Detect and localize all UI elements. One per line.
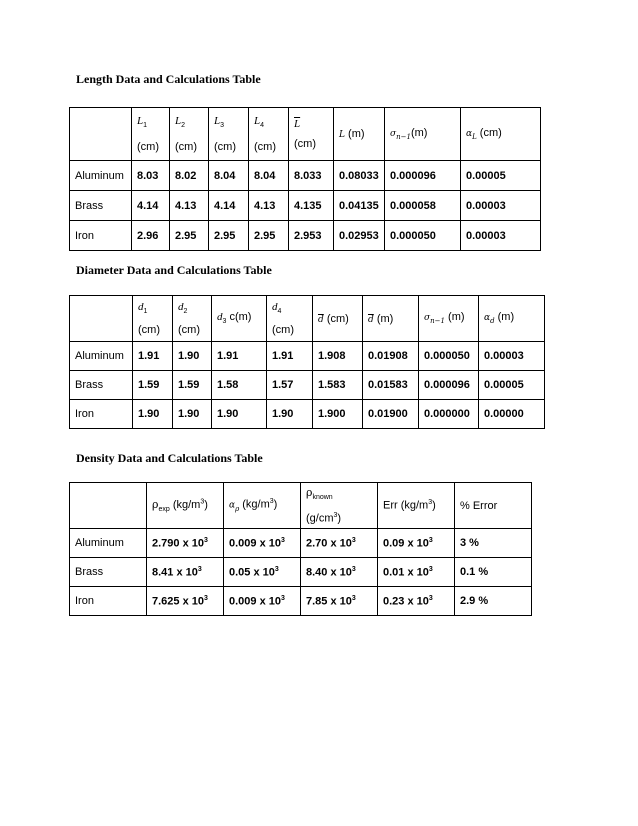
diameter-header-empty	[70, 296, 133, 342]
diameter-header-dbar-cm: $\overline{d}$ (cm)	[313, 296, 363, 342]
length-header-L4: $L_4$ (cm)	[249, 108, 289, 161]
table-cell: 0.00003	[461, 191, 541, 221]
table-cell: 1.90	[173, 342, 212, 371]
table-cell: 0.09 x $10^3$	[378, 529, 455, 558]
table-cell: 8.04	[209, 161, 249, 191]
table-cell: 3 %	[455, 529, 532, 558]
table-row	[70, 587, 532, 616]
table-cell: 0.00003	[479, 342, 545, 371]
diameter-table-title: Diameter Data and Calculations Table	[76, 263, 272, 277]
diameter-header-dbar-m: $\overline{d}$ (m)	[363, 296, 419, 342]
diameter-header-d3: $d_3$ c(m)	[212, 296, 267, 342]
length-header-empty	[70, 108, 132, 161]
table-cell: 0.009 x $10^3$	[224, 529, 301, 558]
table-cell: 0.009 x $10^3$	[224, 587, 301, 616]
length-table	[69, 107, 541, 251]
table-cell: 0.000058	[385, 191, 461, 221]
table-cell: 1.90	[173, 400, 212, 429]
table-cell: 0.1 %	[455, 558, 532, 587]
table-cell: 2.96	[132, 221, 170, 251]
table-cell: 1.91	[133, 342, 173, 371]
table-cell: 1.58	[212, 371, 267, 400]
table-cell: 2.95	[249, 221, 289, 251]
table-cell: 1.91	[212, 342, 267, 371]
table-cell: 7.625 x $10^3$	[147, 587, 224, 616]
table-cell: 8.40 x $10^3$	[301, 558, 378, 587]
density-header-pct-error: % Error	[455, 483, 532, 529]
length-header-alpha: $\alpha_L$ (cm)	[461, 108, 541, 161]
length-header-Lbar: $\overline{L}$ (cm)	[289, 108, 334, 161]
table-row	[70, 342, 545, 371]
table-cell: 2.790 x $10^3$	[147, 529, 224, 558]
table-cell: 4.13	[170, 191, 209, 221]
density-header-row	[70, 483, 532, 529]
row-label: Brass	[70, 558, 147, 587]
table-cell: 0.01583	[363, 371, 419, 400]
table-cell: 1.90	[133, 400, 173, 429]
table-cell: 0.02953	[334, 221, 385, 251]
diameter-header-row	[70, 296, 545, 342]
table-cell: 0.01908	[363, 342, 419, 371]
table-cell: 0.000000	[419, 400, 479, 429]
table-cell: 8.02	[170, 161, 209, 191]
length-header-L3: $L_3$ (cm)	[209, 108, 249, 161]
table-cell: 0.000050	[385, 221, 461, 251]
table-cell: 0.00005	[479, 371, 545, 400]
diameter-header-d2: $d_2$ (cm)	[173, 296, 212, 342]
table-cell: 0.05 x $10^3$	[224, 558, 301, 587]
length-header-L1: $L_1$ (cm)	[132, 108, 170, 161]
table-cell: 1.900	[313, 400, 363, 429]
table-cell: 4.13	[249, 191, 289, 221]
density-header-rho-known: $\rho_{known}$ $(g/cm^3)$	[301, 483, 378, 529]
table-row	[70, 529, 532, 558]
table-row	[70, 191, 541, 221]
diameter-header-alpha: $\alpha_d$ (m)	[479, 296, 545, 342]
row-label: Brass	[70, 371, 133, 400]
diameter-header-d1: $d_1$ (cm)	[133, 296, 173, 342]
row-label: Iron	[70, 400, 133, 429]
table-cell: 0.000096	[419, 371, 479, 400]
diameter-header-sigma: $\sigma_{n-1}$ (m)	[419, 296, 479, 342]
row-label: Iron	[70, 221, 132, 251]
table-cell: 2.95	[209, 221, 249, 251]
table-cell: 4.14	[132, 191, 170, 221]
table-row	[70, 558, 532, 587]
table-cell: 0.00000	[479, 400, 545, 429]
table-cell: 4.14	[209, 191, 249, 221]
length-header-L2: $L_2$ (cm)	[170, 108, 209, 161]
table-cell: 1.57	[267, 371, 313, 400]
table-cell: 8.41 x $10^3$	[147, 558, 224, 587]
table-row	[70, 371, 545, 400]
table-cell: 4.135	[289, 191, 334, 221]
row-label: Aluminum	[70, 342, 133, 371]
table-cell: 0.000096	[385, 161, 461, 191]
density-header-empty	[70, 483, 147, 529]
table-cell: 1.908	[313, 342, 363, 371]
row-label: Brass	[70, 191, 132, 221]
length-header-sigma: $\sigma_{n-1}(m)$	[385, 108, 461, 161]
table-cell: 1.90	[267, 400, 313, 429]
row-label: Iron	[70, 587, 147, 616]
length-header-L-m: L (m)	[334, 108, 385, 161]
diameter-header-d4: $d_4$ (cm)	[267, 296, 313, 342]
table-cell: 0.23 x $10^3$	[378, 587, 455, 616]
table-cell: 0.000050	[419, 342, 479, 371]
diameter-table	[69, 295, 545, 429]
table-cell: 7.85 x $10^3$	[301, 587, 378, 616]
density-table	[69, 482, 532, 616]
row-label: Aluminum	[70, 529, 147, 558]
table-cell: 8.033	[289, 161, 334, 191]
table-cell: 2.95	[170, 221, 209, 251]
table-cell: 0.08033	[334, 161, 385, 191]
row-label: Aluminum	[70, 161, 132, 191]
table-cell: 2.9 %	[455, 587, 532, 616]
table-row	[70, 400, 545, 429]
table-cell: 1.90	[212, 400, 267, 429]
density-header-rho-exp: $\rho_{exp}$ $(kg/m^3)$	[147, 483, 224, 529]
table-cell: 2.70 x $10^3$	[301, 529, 378, 558]
table-cell: 1.59	[133, 371, 173, 400]
density-table-title: Density Data and Calculations Table	[76, 451, 263, 465]
table-cell: 2.953	[289, 221, 334, 251]
table-cell: 1.583	[313, 371, 363, 400]
table-cell: 0.01 x $10^3$	[378, 558, 455, 587]
table-cell: 1.59	[173, 371, 212, 400]
density-header-alpha: $\alpha_\rho$ $(kg/m^3)$	[224, 483, 301, 529]
density-header-err: Err $(kg/m^3)$	[378, 483, 455, 529]
table-cell: 0.00003	[461, 221, 541, 251]
table-row	[70, 221, 541, 251]
table-cell: 0.04135	[334, 191, 385, 221]
table-cell: 8.03	[132, 161, 170, 191]
table-cell: 8.04	[249, 161, 289, 191]
table-cell: 1.91	[267, 342, 313, 371]
length-header-row	[70, 108, 541, 161]
length-table-title: Length Data and Calculations Table	[76, 72, 261, 86]
table-cell: 0.01900	[363, 400, 419, 429]
table-row	[70, 161, 541, 191]
table-cell: 0.00005	[461, 161, 541, 191]
